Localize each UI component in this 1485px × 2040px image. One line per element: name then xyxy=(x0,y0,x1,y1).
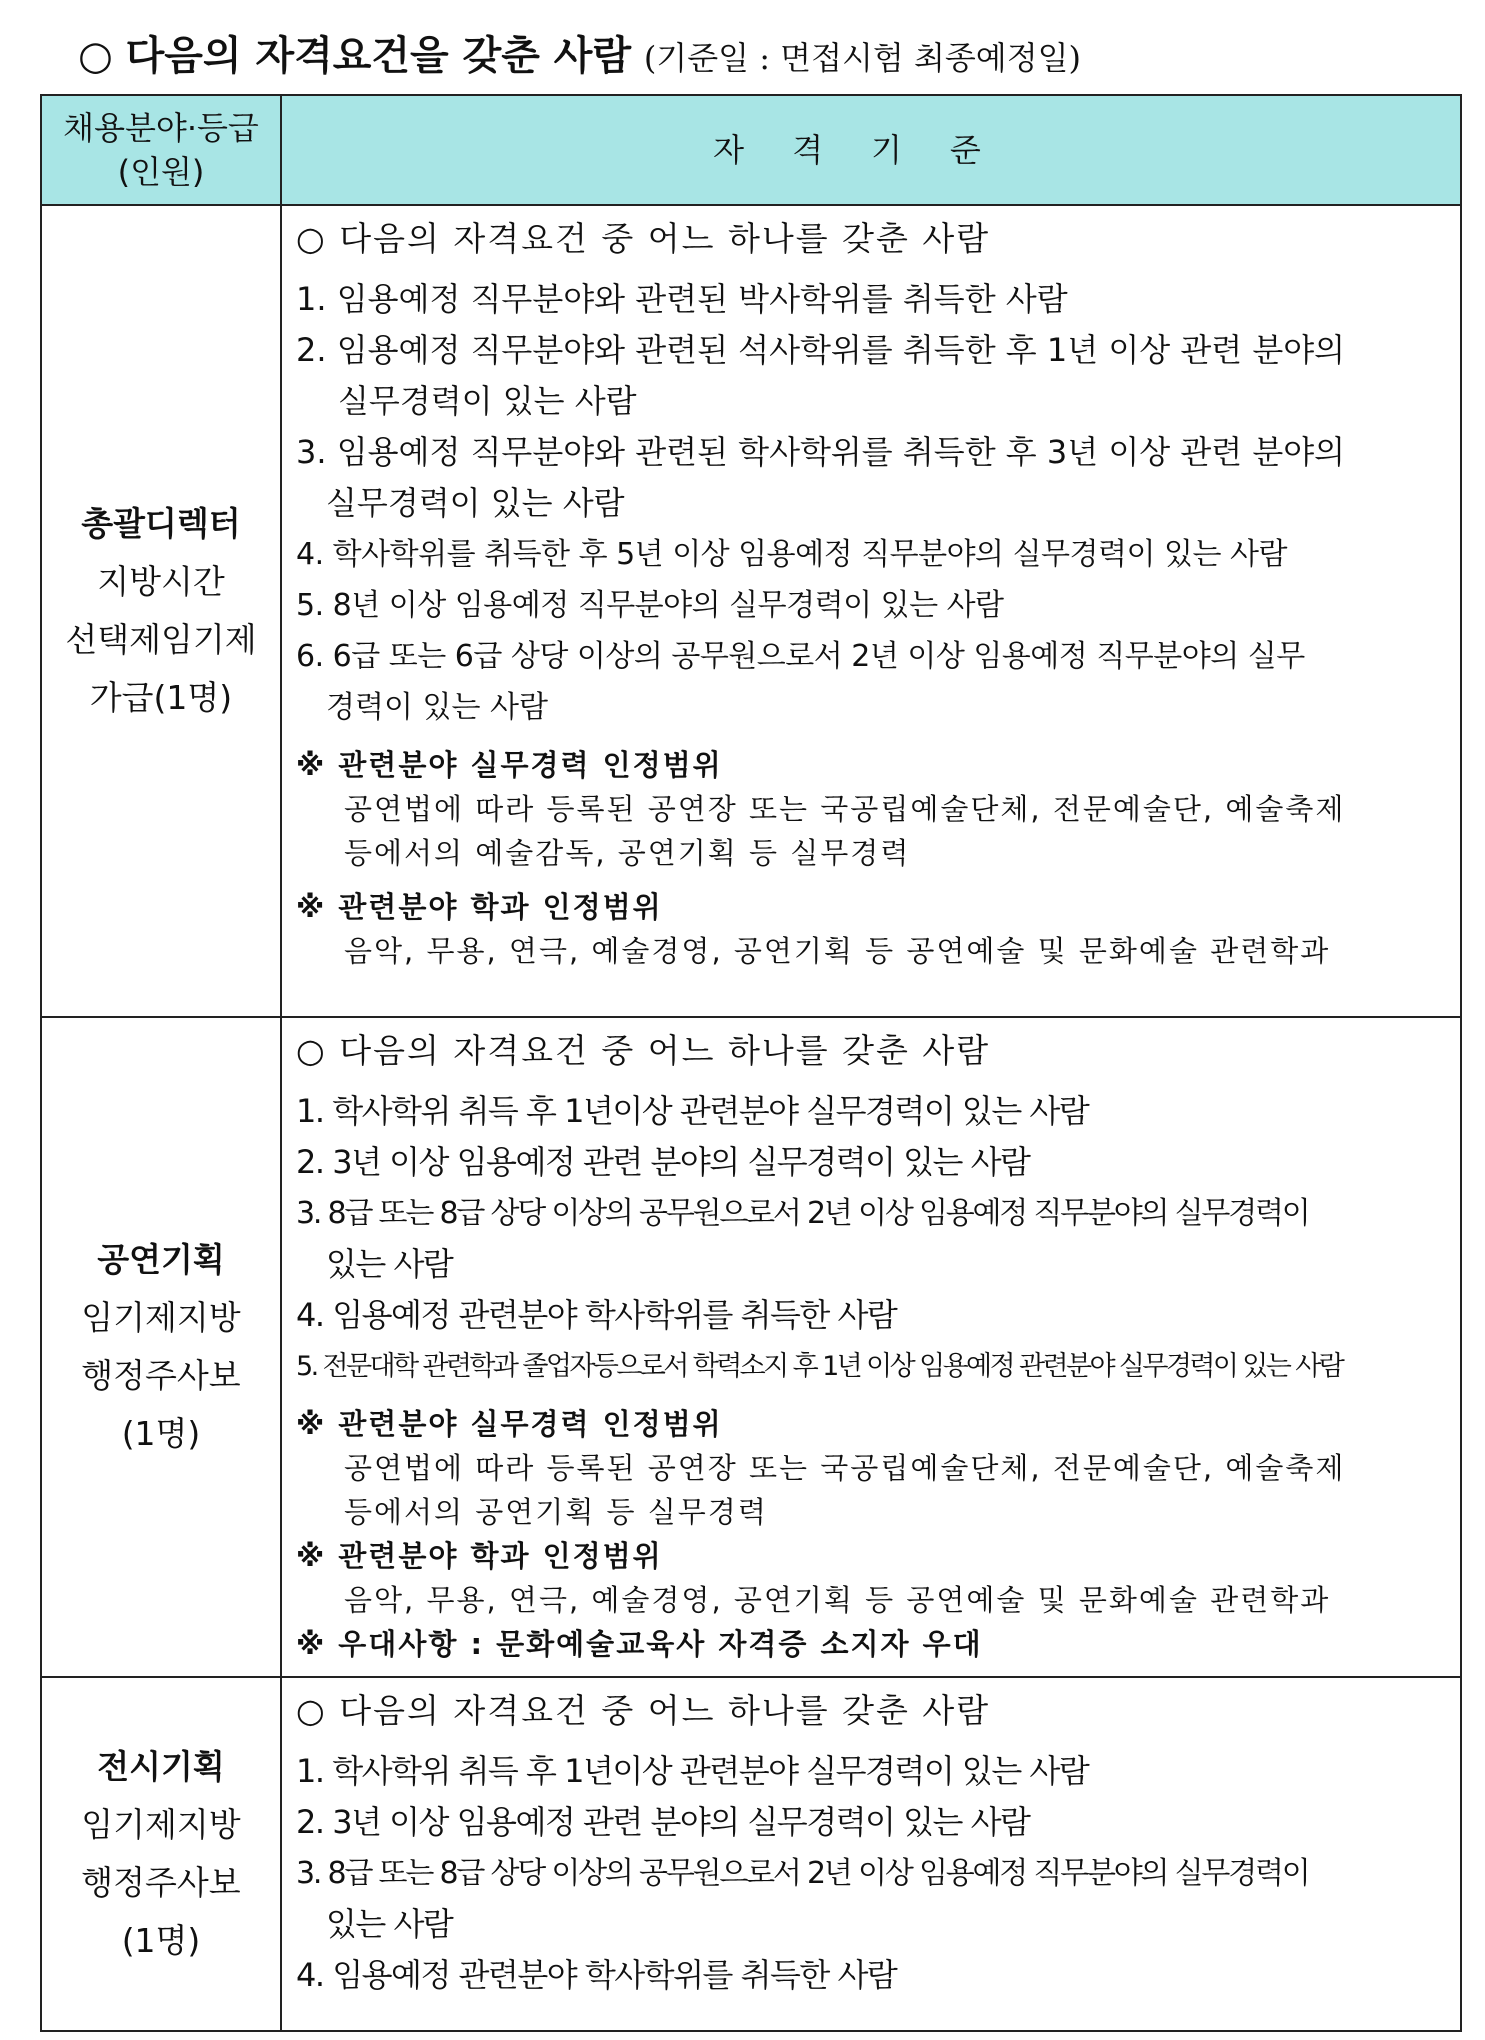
criteria-item: 3. 임용예정 직무분야와 관련된 학사학위를 취득한 후 3년 이상 관련 분야의 xyxy=(296,433,1346,471)
category-line: (1명) xyxy=(121,1921,201,1960)
criteria-item: 6. 6급 또는 6급 상당 이상의 공무원으로서 2년 이상 임용예정 직무분야의 실무 xyxy=(296,639,1305,674)
category-line: (1명) xyxy=(121,1414,201,1453)
criteria-item: 2. 3년 이상 임용예정 관련 분야의 실무경력이 있는 사람 xyxy=(296,1803,1030,1841)
criteria-item: 4. 학사학위를 취득한 후 5년 이상 임용예정 직무분야의 실무경력이 있는 사람 xyxy=(296,537,1287,572)
note-block xyxy=(296,1402,1446,1666)
criteria-item: 3. 8급 또는 8급 상당 이상의 공무원으로서 2년 이상 임용예정 직무분야의 실무경력이 xyxy=(296,1196,1309,1231)
note-body: 음악, 무용, 연극, 예술경영, 공연기획 등 공연예술 및 문화예술 관련학과 xyxy=(344,934,1331,968)
criteria-item: 2. 3년 이상 임용예정 관련 분야의 실무경력이 있는 사람 xyxy=(296,1143,1030,1181)
criteria-lead: ○ 다음의 자격요건 중 어느 하나를 갖춘 사람 xyxy=(296,1691,991,1730)
criteria-item: 5. 전문대학 관련학과 졸업자등으로서 학력소지 후 1년 이상 임용예정 관련분야 실무경력이 있는 사람 xyxy=(296,1351,1343,1382)
category-line: 임기제지방 xyxy=(81,1805,241,1844)
row-criteria xyxy=(281,205,1461,1017)
criteria-item: 1. 임용예정 직무분야와 관련된 박사학위를 취득한 사람 xyxy=(296,280,1068,318)
criteria-item: 5. 8년 이상 임용예정 직무분야의 실무경력이 있는 사람 xyxy=(296,588,1004,623)
note-body: 등에서의 예술감독, 공연기획 등 실무경력 xyxy=(344,836,911,870)
criteria-item: 1. 학사학위 취득 후 1년이상 관련분야 실무경력이 있는 사람 xyxy=(296,1752,1089,1790)
row-category xyxy=(41,1677,281,2031)
note-heading: ※ 관련분야 실무경력 인정범위 xyxy=(296,1407,723,1441)
table-row xyxy=(41,1677,1461,2031)
criteria-item: 있는 사람 xyxy=(326,1905,453,1943)
criteria-item: 1. 학사학위 취득 후 1년이상 관련분야 실무경력이 있는 사람 xyxy=(296,1092,1089,1130)
row-criteria xyxy=(281,1677,1461,2031)
note-block xyxy=(296,743,1446,875)
criteria-item: 실무경력이 있는 사람 xyxy=(338,382,637,420)
category-line: 행정주사보 xyxy=(81,1356,241,1395)
row-criteria xyxy=(281,1017,1461,1677)
header-recruit-field xyxy=(41,95,281,205)
note-body: 공연법에 따라 등록된 공연장 또는 국공립예술단체, 전문예술단, 예술축제 xyxy=(344,792,1346,826)
category-line: 가급(1명) xyxy=(89,678,233,717)
note-heading: ※ 관련분야 학과 인정범위 xyxy=(296,1539,663,1573)
header-recruit-field-line1: 채용분야·등급 xyxy=(63,109,259,147)
table-row xyxy=(41,1017,1461,1677)
criteria-lead: ○ 다음의 자격요건 중 어느 하나를 갖춘 사람 xyxy=(296,219,991,258)
category-line: 지방시간 xyxy=(97,562,225,601)
criteria-item: 3. 8급 또는 8급 상당 이상의 공무원으로서 2년 이상 임용예정 직무분야의 실무경력이 xyxy=(296,1856,1309,1891)
note-heading: ※ 우대사항 : 문화예술교육사 자격증 소지자 우대 xyxy=(296,1627,983,1661)
note-block xyxy=(296,885,1446,973)
note-heading: ※ 관련분야 실무경력 인정범위 xyxy=(296,748,723,782)
table-header-row xyxy=(41,95,1461,205)
table-row xyxy=(41,205,1461,1017)
category-line: 행정주사보 xyxy=(81,1863,241,1902)
section-heading xyxy=(78,26,1081,88)
note-body: 음악, 무용, 연극, 예술경영, 공연기획 등 공연예술 및 문화예술 관련학과 xyxy=(344,1583,1331,1617)
note-body: 등에서의 공연기획 등 실무경력 xyxy=(344,1495,768,1529)
heading-sub: (기준일 : 면접시험 최종예정일) xyxy=(643,39,1082,77)
criteria-item: 실무경력이 있는 사람 xyxy=(326,484,625,522)
criteria-item: 4. 임용예정 관련분야 학사학위를 취득한 사람 xyxy=(296,1296,897,1334)
category-name: 공연기획 xyxy=(97,1240,225,1279)
note-body: 공연법에 따라 등록된 공연장 또는 국공립예술단체, 전문예술단, 예술축제 xyxy=(344,1451,1346,1485)
criteria-item: 4. 임용예정 관련분야 학사학위를 취득한 사람 xyxy=(296,1956,897,1994)
category-name: 총괄디렉터 xyxy=(81,504,241,543)
row-category xyxy=(41,1017,281,1677)
criteria-item: 2. 임용예정 직무분야와 관련된 석사학위를 취득한 후 1년 이상 관련 분야의 xyxy=(296,331,1346,369)
criteria-lead: ○ 다음의 자격요건 중 어느 하나를 갖춘 사람 xyxy=(296,1031,991,1070)
heading-main: 다음의 자격요건을 갖춘 사람 xyxy=(125,32,632,79)
row-category xyxy=(41,205,281,1017)
category-line: 임기제지방 xyxy=(81,1298,241,1337)
header-criteria: 자격기준 xyxy=(281,95,1461,205)
heading-bullet: ○ xyxy=(78,33,113,79)
criteria-item: 경력이 있는 사람 xyxy=(326,690,548,725)
header-recruit-field-line2: (인원) xyxy=(117,153,205,191)
note-heading: ※ 관련분야 학과 인정범위 xyxy=(296,890,663,924)
criteria-item: 있는 사람 xyxy=(326,1245,453,1283)
qualification-table xyxy=(40,94,1462,2032)
category-line: 선택제임기제 xyxy=(65,620,257,659)
category-name: 전시기획 xyxy=(97,1747,225,1786)
